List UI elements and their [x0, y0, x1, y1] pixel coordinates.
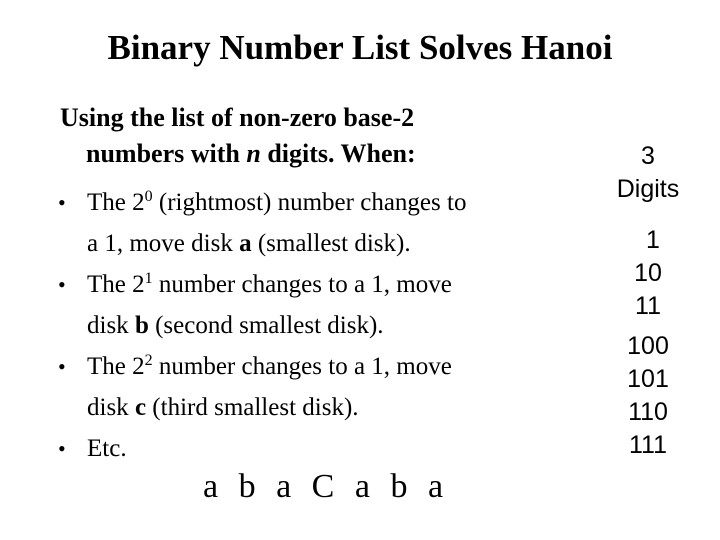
rule-text: number changes to a 1, move	[152, 353, 452, 380]
rule-line-1	[87, 264, 558, 305]
rule-list	[58, 182, 558, 469]
rule-item	[58, 264, 558, 346]
bullet-icon: •	[58, 354, 66, 379]
intro-line-1: Using the list of non-zero base-2	[60, 103, 415, 132]
variable-n: n	[246, 139, 261, 168]
binary-value: 100	[627, 332, 669, 360]
rule-text: (smallest disk).	[251, 230, 411, 257]
intro-line-2-end: digits. When:	[260, 139, 416, 168]
binary-value: 101	[627, 365, 669, 393]
disk-label: c	[134, 394, 147, 421]
rule-line-2	[87, 387, 558, 428]
rule-text: a 1, move disk	[87, 230, 240, 257]
digits-count: 3	[641, 142, 655, 170]
rule-text: (third smallest disk).	[146, 394, 359, 421]
binary-value: 110	[628, 398, 668, 426]
slide-title: Binary Number List Solves Hanoi	[107, 28, 613, 67]
exponent: 0	[144, 188, 153, 205]
intro-line-2	[60, 136, 530, 172]
rule-text: number changes to a 1, move	[152, 271, 452, 298]
rule-text: disk	[87, 394, 135, 421]
rule-text: (rightmost) number changes to	[152, 189, 467, 216]
rule-text: Etc.	[87, 435, 127, 462]
rule-text: (second smallest disk).	[148, 312, 384, 339]
binary-value: 1	[646, 226, 660, 254]
binary-group-two-digit	[593, 224, 703, 323]
rule-line-1	[87, 428, 558, 469]
binary-value: 111	[628, 431, 667, 459]
bullet-icon: •	[58, 272, 66, 297]
disk-label: a	[239, 230, 252, 257]
exponent: 2	[144, 352, 153, 369]
disk-label: b	[134, 312, 149, 339]
rule-line-2	[87, 305, 558, 346]
digits-column-header	[593, 140, 703, 206]
rule-line-1	[87, 346, 558, 387]
bullet-icon: •	[58, 190, 66, 215]
rule-item	[58, 182, 558, 264]
binary-group-three-digit	[593, 330, 703, 462]
rule-line-2	[87, 223, 558, 264]
move-sequence: a b a C a b a	[203, 468, 450, 505]
binary-value: 11	[635, 292, 661, 320]
rule-text: The 2	[87, 189, 145, 216]
bullet-icon: •	[58, 436, 66, 461]
rule-text: The 2	[87, 271, 145, 298]
rule-text: The 2	[87, 353, 145, 380]
rule-item	[58, 346, 558, 428]
exponent: 1	[144, 270, 153, 287]
intro-line-2-start: numbers with	[86, 139, 247, 168]
rule-text: disk	[87, 312, 135, 339]
rule-line-1	[87, 182, 558, 223]
binary-value: 10	[634, 259, 662, 287]
rule-item	[58, 428, 558, 469]
intro-text	[60, 100, 530, 172]
digits-label: Digits	[616, 175, 680, 203]
